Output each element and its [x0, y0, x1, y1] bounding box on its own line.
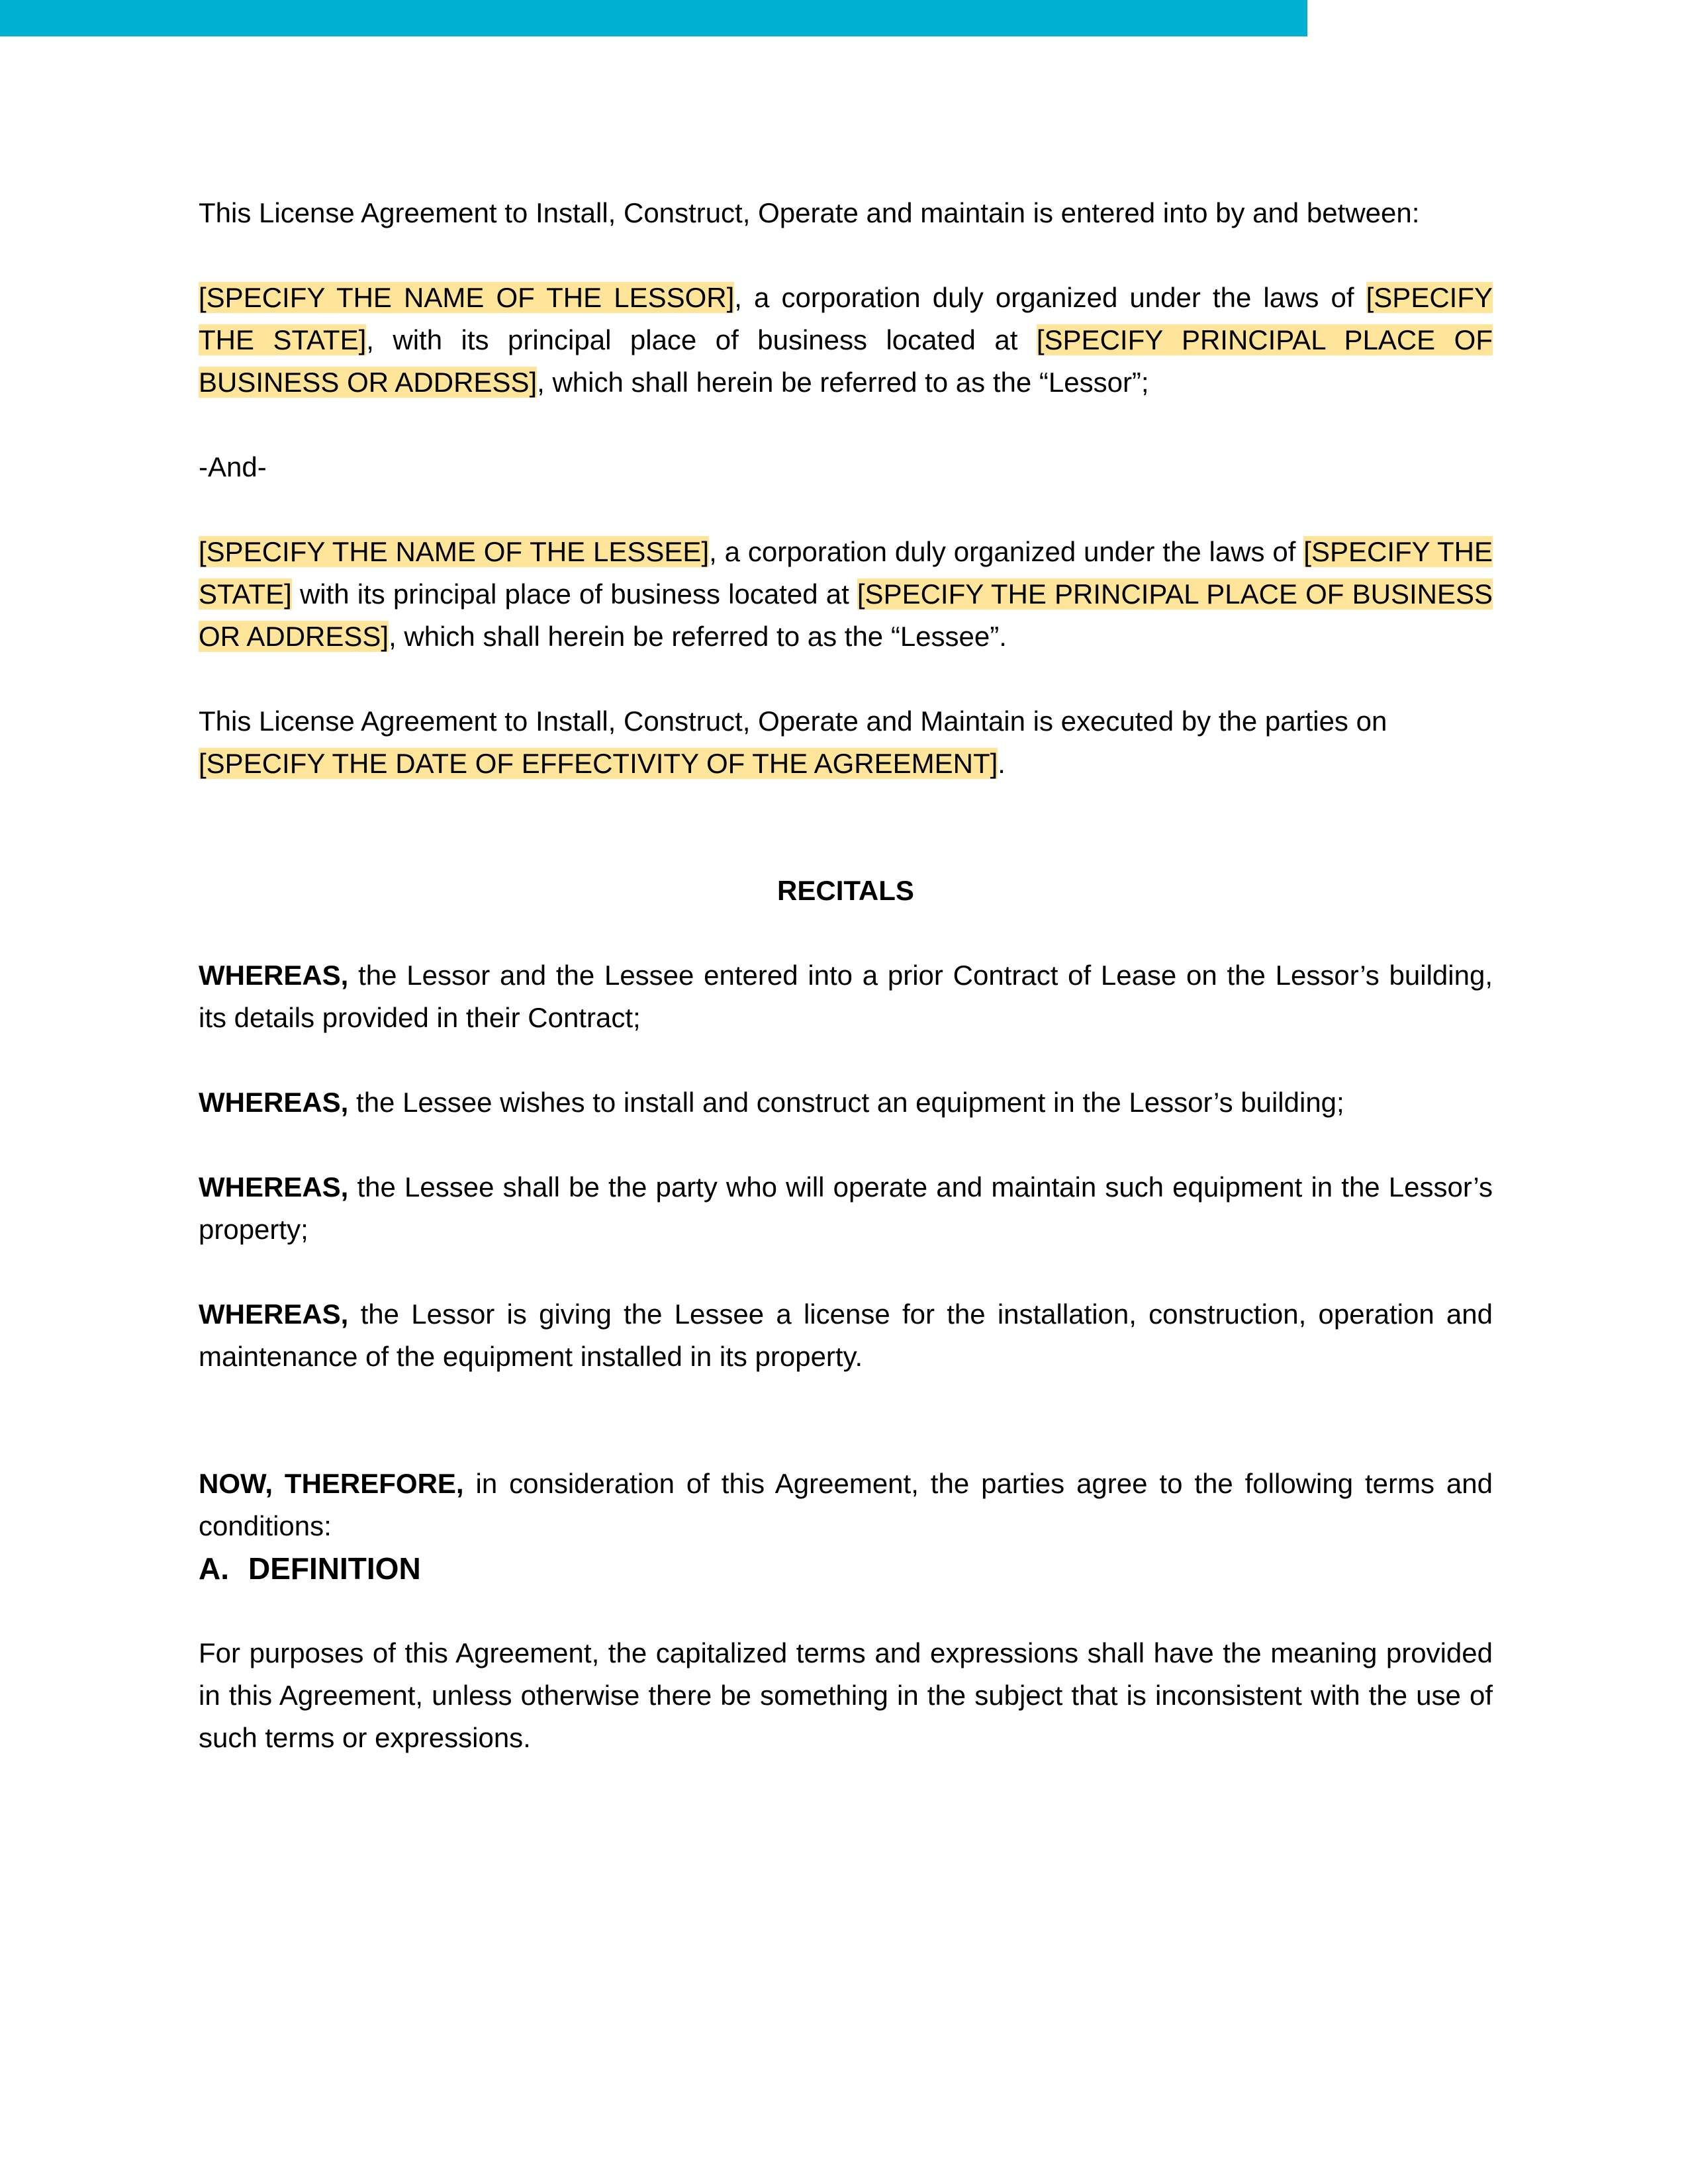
whereas-clause-1: WHEREAS, the Lessor and the Lessee entered into a prior Contract of Lease on the Lessor’s building, its details provided in their Contract; — [199, 960, 1493, 1033]
lessee-address-placeholder[interactable]: [SPECIFY THE PRINCIPAL PLACE OF BUSINESS OR ADDRESS] — [199, 578, 1493, 652]
execution-paragraph: This License Agreement to Install, Construct, Operate and Maintain is executed by the parties on [SPECIFY THE DATE OF EFFECTIVITY OF THE AGREEMENT]. — [199, 705, 1387, 779]
section-a-body: For purposes of this Agreement, the capitalized terms and expressions shall have the meaning provided in this Agreement, unless otherwise there be something in the subject that is inconsistent with the use of such terms or expressions. — [199, 1637, 1493, 1753]
lessee-name-placeholder[interactable]: [SPECIFY THE NAME OF THE LESSEE] — [199, 536, 710, 567]
recitals-heading: RECITALS — [777, 875, 914, 906]
intro-paragraph: This License Agreement to Install, Construct, Operate and maintain is entered into by and between: — [199, 197, 1420, 228]
lessee-state-placeholder[interactable]: [SPECIFY THE STATE] — [199, 536, 1493, 610]
lessor-paragraph: [SPECIFY THE NAME OF THE LESSOR], a corporation duly organized under the laws of [SPECIFY THE STATE], with its principal place of business located at [SPECIFY PRINCIPAL PLACE OF BUSINESS OR ADDRESS], which shall herein be referred to as the “Lessor”; — [199, 282, 1493, 398]
lessor-address-placeholder[interactable]: [SPECIFY PRINCIPAL PLACE OF BUSINESS OR ADDRESS] — [199, 324, 1493, 398]
and-separator: -And- — [199, 451, 267, 482]
whereas-clause-2: WHEREAS, the Lessee wishes to install and construct an equipment in the Lessor’s building; — [199, 1087, 1344, 1118]
section-a-title: DEFINITION — [248, 1551, 421, 1586]
section-a-heading — [199, 1547, 1493, 1590]
whereas-clause-3: WHEREAS, the Lessee shall be the party who will operate and maintain such equipment in the Lessor’s property; — [199, 1171, 1493, 1245]
document-body — [199, 192, 1493, 1759]
lessor-state-placeholder[interactable]: [SPECIFY THE STATE] — [199, 282, 1493, 355]
effectivity-date-placeholder[interactable]: [SPECIFY THE DATE OF EFFECTIVITY OF THE AGREEMENT] — [199, 748, 998, 779]
lessor-name-placeholder[interactable]: [SPECIFY THE NAME OF THE LESSOR] — [199, 282, 735, 313]
header-accent-bar — [0, 0, 1307, 36]
now-therefore-clause: NOW, THEREFORE, in consideration of this Agreement, the parties agree to the following terms and conditions: — [199, 1468, 1493, 1541]
lessee-paragraph: [SPECIFY THE NAME OF THE LESSEE], a corporation duly organized under the laws of [SPECIFY THE STATE] with its principal place of business located at [SPECIFY THE PRINCIPAL PLACE OF BUSINESS OR ADDRESS], which shall herein be referred to as the “Lessee”. — [199, 536, 1493, 652]
whereas-clause-4: WHEREAS, the Lessor is giving the Lessee a license for the installation, construction, operation and maintenance of the equipment installed in its property. — [199, 1298, 1493, 1372]
section-a-number: A. — [199, 1551, 229, 1586]
